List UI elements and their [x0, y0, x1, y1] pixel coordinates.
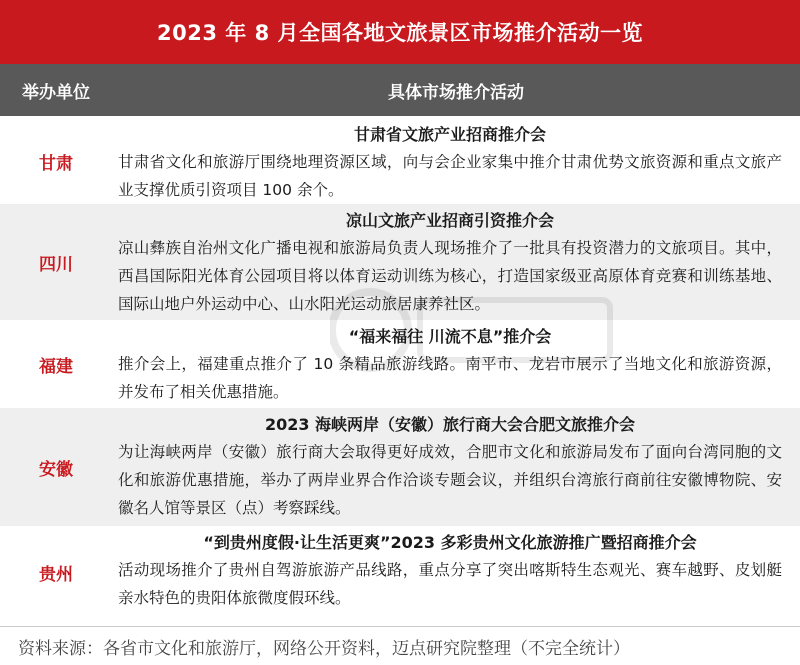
province-cell: 四川 [39, 254, 73, 275]
event-title: “福来福往 川流不息”推介会 [348, 327, 552, 346]
table-row [0, 320, 800, 408]
table-row [0, 118, 800, 204]
event-title: “到贵州度假·让生活更爽”2023 多彩贵州文化旅游推广暨招商推介会 [203, 533, 697, 552]
table-header [0, 64, 800, 116]
event-description: 推介会上，福建重点推介了 10 条精品旅游线路。南平市、龙岩市展示了当地文化和旅游资源，并发布了相关优惠措施。 [118, 355, 782, 401]
page-title: 2023 年 8 月全国各地文旅景区市场推介活动一览 [0, 0, 800, 64]
event-title: 凉山文旅产业招商引资推介会 [345, 211, 554, 230]
table-row [0, 408, 800, 526]
header-activity: 具体市场推介活动 [388, 82, 524, 103]
event-title: 甘肃省文旅产业招商推介会 [353, 125, 546, 144]
event-description: 凉山彝族自治州文化广播电视和旅游局负责人现场推介了一批具有投资潜力的文旅项目。其中，西昌国际阳光体育公园项目将以体育运动训练为核心，打造国家级亚高原体育竞赛和训练基地、国际山地户外运动中心、山水阳光运动旅居康养社区。 [118, 239, 782, 313]
event-description: 甘肃省文化和旅游厅围绕地理资源区域，向与会企业家集中推介甘肃优势文旅资源和重点文旅产业支撑优质引资项目 100 余个。 [118, 153, 782, 199]
header-organizer: 举办单位 [22, 82, 90, 103]
event-description: 为让海峡两岸（安徽）旅行商大会取得更好成效，合肥市文化和旅游局发布了面向台湾同胞的文化和旅游优惠措施，举办了两岸业界合作洽谈专题会议，并组织台湾旅行商前往安徽博物院、安徽名人馆等景区（点）考察踩线。 [118, 443, 782, 517]
province-cell: 福建 [39, 356, 73, 377]
table-row [0, 204, 800, 320]
table-body [0, 118, 800, 618]
province-cell: 安徽 [39, 459, 73, 480]
event-title: 2023 海峡两岸（安徽）旅行商大会合肥文旅推介会 [264, 415, 636, 434]
table-row [0, 526, 800, 618]
province-cell: 贵州 [39, 564, 73, 585]
event-description: 活动现场推介了贵州自驾游旅游产品线路，重点分享了突出喀斯特生态观光、赛车越野、皮划艇亲水特色的贵阳体旅微度假环线。 [118, 561, 782, 607]
province-cell: 甘肃 [39, 153, 73, 174]
source-note: 资料来源：各省市文化和旅游厅，网络公开资料，迈点研究院整理（不完全统计） [0, 626, 800, 665]
